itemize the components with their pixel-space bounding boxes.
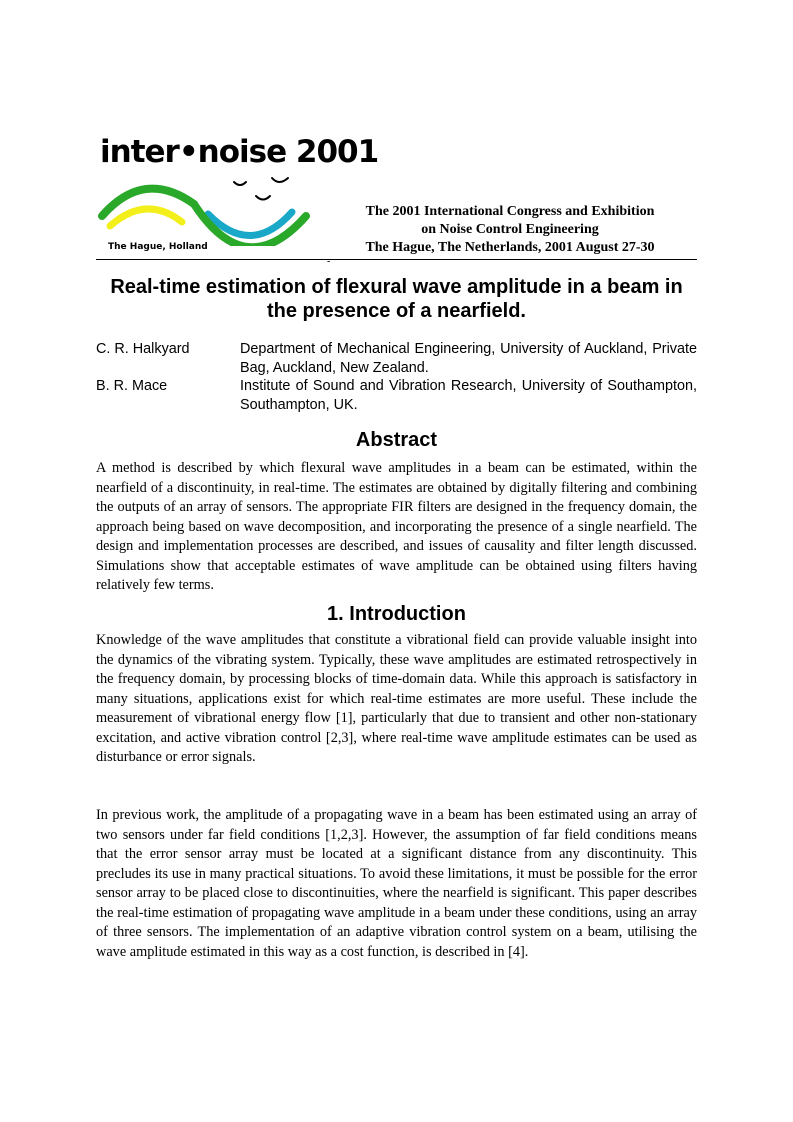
author-list [96,340,697,414]
conference-line-3: The Hague, The Netherlands, 2001 August 27-30 [365,240,655,255]
author-name: B. R. Mace [96,378,168,394]
abstract-text: A method is described by which flexural wave amplitudes in a beam can be estimated, within the nearfield of a discontinuity, in real-time. The estimates are obtained by digitally filtering and combining the outputs of an array of sensors. The appropriate FIR filters are designed in the frequency domain, the approach being based on wave decomposition, and incorporating the presence of a single nearfield. The design and implementation processes are described, and issues of causality and filter length discussed. Simulations show that acceptable estimates of wave amplitude can be obtained using filters having relatively few terms. [96,460,697,593]
conference-line-1: The 2001 International Congress and Exhibition [365,204,655,219]
intro-paragraph-2: In previous work, the amplitude of a propagating wave in a beam has been estimated using an array of two sensors under far field conditions [1,2,3]. However, the assumption of far field conditions means that the error sensor array must be located at a significant distance from any discontinuity. This precludes its use in many practical situations. To avoid these limitations, it must be possible for the error sensor array to be placed close to discontinuities, where the nearfield is significant. This paper describes the real-time estimation of propagating wave amplitude in a beam under these conditions, using an array of three sensors. The implementation of an adaptive vibration control system on a beam, utilising the wave amplitude estimated in this way as a cost function, is described in [4]. [96,807,697,960]
author-row [96,377,697,414]
logo-yellow-arc [110,209,182,226]
header-rule-mark: - [327,256,331,267]
conference-line-2: on Noise Control Engineering [421,222,599,237]
header-rule [96,259,697,260]
author-name: C. R. Halkyard [96,341,190,357]
intro-paragraph-1: Knowledge of the wave amplitudes that constitute a vibrational field can provide valuable insight into the dynamics of the vibrating system. Typically, these wave amplitudes are estimated retrospectively in the frequency domain, by processing blocks of time-domain data. While this approach is satisfactory in many situations, applications exist for which real-time estimates are more useful. These include the measurement of vibrational energy flow [1], particularly that due to transient and other non-stationary excitation, and active vibration control [2,3], where real-time wave amplitude estimates can be used as disturbance or error signals. [96,632,697,765]
section-heading-introduction: 1. Introduction [327,603,466,625]
logo-wordmark: inter•noise 2001 [100,134,379,170]
author-affiliation: Institute of Sound and Vibration Research, University of Southampton, Southampton, UK. [240,378,697,413]
conference-logo [96,132,379,262]
logo-location: The Hague, Holland [108,242,208,252]
logo-smile-2 [272,178,288,182]
logo-arcs-graphic [96,176,326,246]
logo-smile-3 [256,196,270,200]
paper-title: Real-time estimation of flexural wave amplitude in a beam in the presence of a nearfield. [110,276,683,322]
author-affiliation: Department of Mechanical Engineering, University of Auckland, Private Bag, Auckland, New Zealand. [240,341,697,376]
conference-header [335,203,685,257]
author-row [96,340,697,377]
abstract-heading: Abstract [355,429,438,451]
logo-smile-1 [234,182,246,185]
